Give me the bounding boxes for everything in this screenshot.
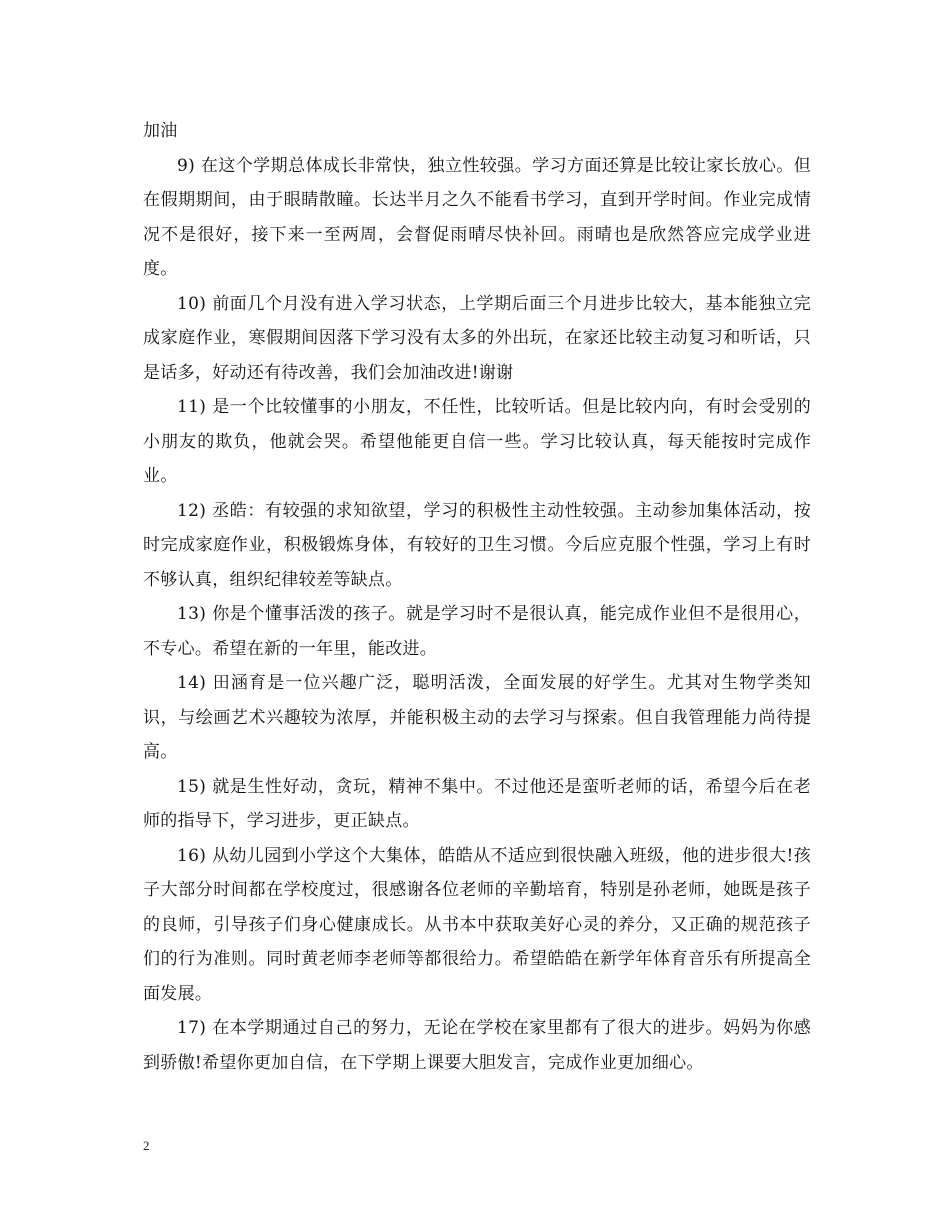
paragraph-item-11: 11) 是一个比较懂事的小朋友，不任性，比较听话。但是比较内向，有时会受别的小朋友的欺负，他就会哭。希望他能更自信一些。学习比较认真，每天能按时完成作业。 [143, 397, 811, 486]
document-body [143, 114, 811, 1080]
paragraph-item-13: 13) 你是个懂事活泼的孩子。就是学习时不是很认真，能完成作业但不是很用心，不专心。希望在新的一年里，能改进。 [143, 604, 811, 659]
paragraph-item-12: 12) 丞皓：有较强的求知欲望，学习的积极性主动性较强。主动参加集体活动，按时完成家庭作业，积极锻炼身体，有较好的卫生习惯。今后应克服个性强，学习上有时不够认真，组织纪律较差等缺点。 [143, 500, 811, 590]
paragraph-item-9: 9) 在这个学期总体成长非常快，独立性较强。学习方面还算是比较让家长放心。但在假期期间，由于眼睛散瞳。长达半月之久不能看书学习，直到开学时间。作业完成情况不是很好，接下来一至两周，会督促雨晴尽快补回。雨晴也是欣然答应完成学业进度。 [143, 155, 811, 279]
paragraph-item-17: 17) 在本学期通过自己的努力，无论在学校在家里都有了很大的进步。妈妈为你感到骄傲!希望你更加自信，在下学期上课要大胆发言，完成作业更加细心。 [143, 1018, 811, 1073]
paragraph-item-14: 14) 田涵育是一位兴趣广泛，聪明活泼，全面发展的好学生。尤其对生物学类知识，与绘画艺术兴趣较为浓厚，并能积极主动的去学习与探索。但自我管理能力尚待提高。 [143, 673, 811, 762]
paragraph-item-15: 15) 就是生性好动，贪玩，精神不集中。不过他还是蛮听老师的话，希望今后在老师的指导下，学习进步，更正缺点。 [143, 776, 811, 831]
page-number: 2 [143, 1138, 150, 1153]
paragraph-item-16: 16) 从幼儿园到小学这个大集体，皓皓从不适应到很快融入班级，他的进步很大!孩子大部分时间都在学校度过，很感谢各位老师的辛勤培育，特别是孙老师，她既是孩子的良师，引导孩子们身心健康成长。从书本中获取美好心灵的养分，又正确的规范孩子们的行为准则。同时黄老师李老师等都很给力。希望皓皓在新学年体育音乐有所提高全面发展。 [143, 845, 811, 1004]
paragraph-item-10: 10) 前面几个月没有进入学习状态，上学期后面三个月进步比较大，基本能独立完成家庭作业，寒假期间因落下学习没有太多的外出玩，在家还比较主动复习和听话，只是话多，好动还有待改善，我们会加油改进!谢谢 [143, 293, 811, 383]
paragraph-continuation: 加油 [143, 121, 178, 141]
